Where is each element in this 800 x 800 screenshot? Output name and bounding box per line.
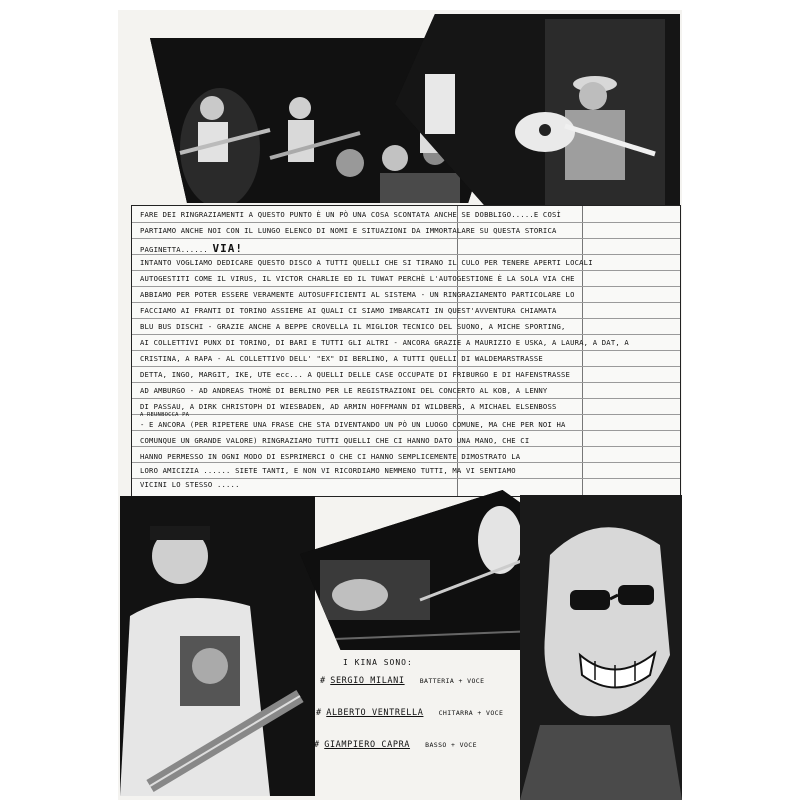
ruled-line bbox=[132, 286, 680, 287]
ruled-line bbox=[132, 478, 680, 479]
lineup-box bbox=[315, 650, 520, 800]
lineup-member: # GIAMPIERO CAPRA BASSO + VOCE bbox=[314, 740, 477, 750]
ruled-line bbox=[132, 222, 680, 223]
via-shout: VIA! bbox=[212, 242, 243, 255]
thanks-note bbox=[131, 205, 681, 497]
margin-line bbox=[582, 206, 583, 496]
text-line-start: PAGINETTA...... bbox=[140, 245, 208, 254]
text-line: ABBIAMO PER POTER ESSERE VERAMENTE AUTOSUFFICIENTI AL SISTEMA - UN RINGRAZIAMENTO PARTICOLARE LO bbox=[140, 290, 575, 299]
member-role: BATTERIA + VOCE bbox=[419, 677, 485, 685]
ruled-line bbox=[132, 462, 680, 463]
text-line: FACCIAMO AI FRANTI DI TORINO ASSIEME AI QUALI CI SIAMO IMBARCATI IN QUEST'AVVENTURA CHIAMATA bbox=[140, 306, 557, 315]
text-line: AUTOGESTITI COME IL VIRUS, IL VICTOR CHARLIE ED IL TUWAT PERCHÈ L'AUTOGESTIONE È LA SOLA VIA CHE bbox=[140, 274, 575, 283]
ruled-line bbox=[132, 382, 680, 383]
ruled-line bbox=[132, 350, 680, 351]
text-line: INTANTO VOGLIAMO DEDICARE QUESTO DISCO A TUTTI QUELLI CHE SI TIRANO IL CULO PER TENERE APERTI LOCALI bbox=[140, 258, 593, 267]
ruled-line bbox=[132, 430, 680, 431]
text-line: - E ANCORA (PER RIPETERE UNA FRASE CHE STA DIVENTANDO UN PÒ UN LUOGO COMUNE, MA CHE PER NOI HA bbox=[140, 420, 566, 429]
ruled-line bbox=[132, 238, 680, 239]
ruled-line bbox=[132, 366, 680, 367]
ruled-line bbox=[132, 334, 680, 335]
lineup-title: I KINA SONO: bbox=[343, 658, 413, 667]
text-line: DETTA, INGO, MARGIT, IKE, UTE ecc... A QUELLI DELLE CASE OCCUPATE DI FRIBURGO E DI HAFENSTRASSE bbox=[140, 370, 571, 379]
comic-illustration bbox=[520, 495, 682, 800]
text-line: AD AMBURGO - AD ANDREAS THOMÈ DI BERLINO PER LE REGISTRAZIONI DEL CONCERTO AL KOB, A LENNY bbox=[140, 386, 548, 395]
text-line bbox=[140, 242, 243, 255]
text-line: VICINI LO STESSO ..... bbox=[140, 480, 240, 489]
ruled-line bbox=[132, 270, 680, 271]
member-name: ALBERTO VENTRELLA bbox=[326, 708, 424, 718]
guitarist-portrait-photo bbox=[120, 496, 315, 796]
member-role: CHITARRA + VOCE bbox=[438, 709, 504, 717]
text-line: LORO AMICIZIA ...... SIETE TANTI, E NON VI RICORDIAMO NEMMENO TUTTI, MA VI SENTIAMO bbox=[140, 466, 516, 475]
ruled-line bbox=[132, 446, 680, 447]
text-line: CRISTINA, A RAPA - AL COLLETTIVO DELL' "EX" DI BERLINO, A TUTTI QUELLI DI WALDEMARSTRASSE bbox=[140, 354, 543, 363]
member-role: BASSO + VOCE bbox=[425, 741, 477, 749]
ruled-line bbox=[132, 398, 680, 399]
text-line: BLU BUS DISCHI - GRAZIE ANCHE A BEPPE CROVELLA IL MIGLIOR TECNICO DEL SUONO, A MICHE SPORTING, bbox=[140, 322, 566, 331]
text-line: FARE DEI RINGRAZIAMENTI A QUESTO PUNTO È UN PÒ UNA COSA SCONTATA ANCHE SE DOBBLIGO.....E COSÌ bbox=[140, 210, 562, 219]
member-name: GIAMPIERO CAPRA bbox=[324, 740, 411, 750]
margin-note: A REUNBOCCA PA bbox=[140, 412, 190, 418]
ruled-line bbox=[132, 318, 680, 319]
ruled-line bbox=[132, 302, 680, 303]
member-name: SERGIO MILANI bbox=[330, 676, 405, 686]
ruled-line bbox=[132, 414, 680, 415]
text-line: AI COLLETTIVI PUNX DI TORINO, DI BARI E TUTTI GLI ALTRI - ANCORA GRAZIE A MAURIZIO E USKA, A LAURA, A DAT, A bbox=[140, 338, 629, 347]
lineup-member: # ALBERTO VENTRELLA CHITARRA + VOCE bbox=[316, 708, 504, 718]
lineup-member: # SERGIO MILANI BATTERIA + VOCE bbox=[320, 676, 485, 686]
text-line: HANNO PERMESSO IN OGNI MODO DI ESPRIMERCI O CHE CI HANNO SEMPLICEMENTE DIMOSTRATO LA bbox=[140, 452, 521, 461]
text-line: DI PASSAU, A DIRK CHRISTOPH DI WIESBADEN, AD ARMIN HOFFMANN DI WILDBERG, A MICHAEL ELSENBOSS bbox=[140, 402, 557, 411]
text-line: PARTIAMO ANCHE NOI CON IL LUNGO ELENCO DI NOMI E SITUAZIONI DA IMMORTALARE SU QUESTA STORICA bbox=[140, 226, 557, 235]
text-line: COMUNQUE UN GRANDE VALORE) RINGRAZIAMO TUTTI QUELLI CHE CI HANNO DATO UNA MANO, CHE CI bbox=[140, 436, 530, 445]
